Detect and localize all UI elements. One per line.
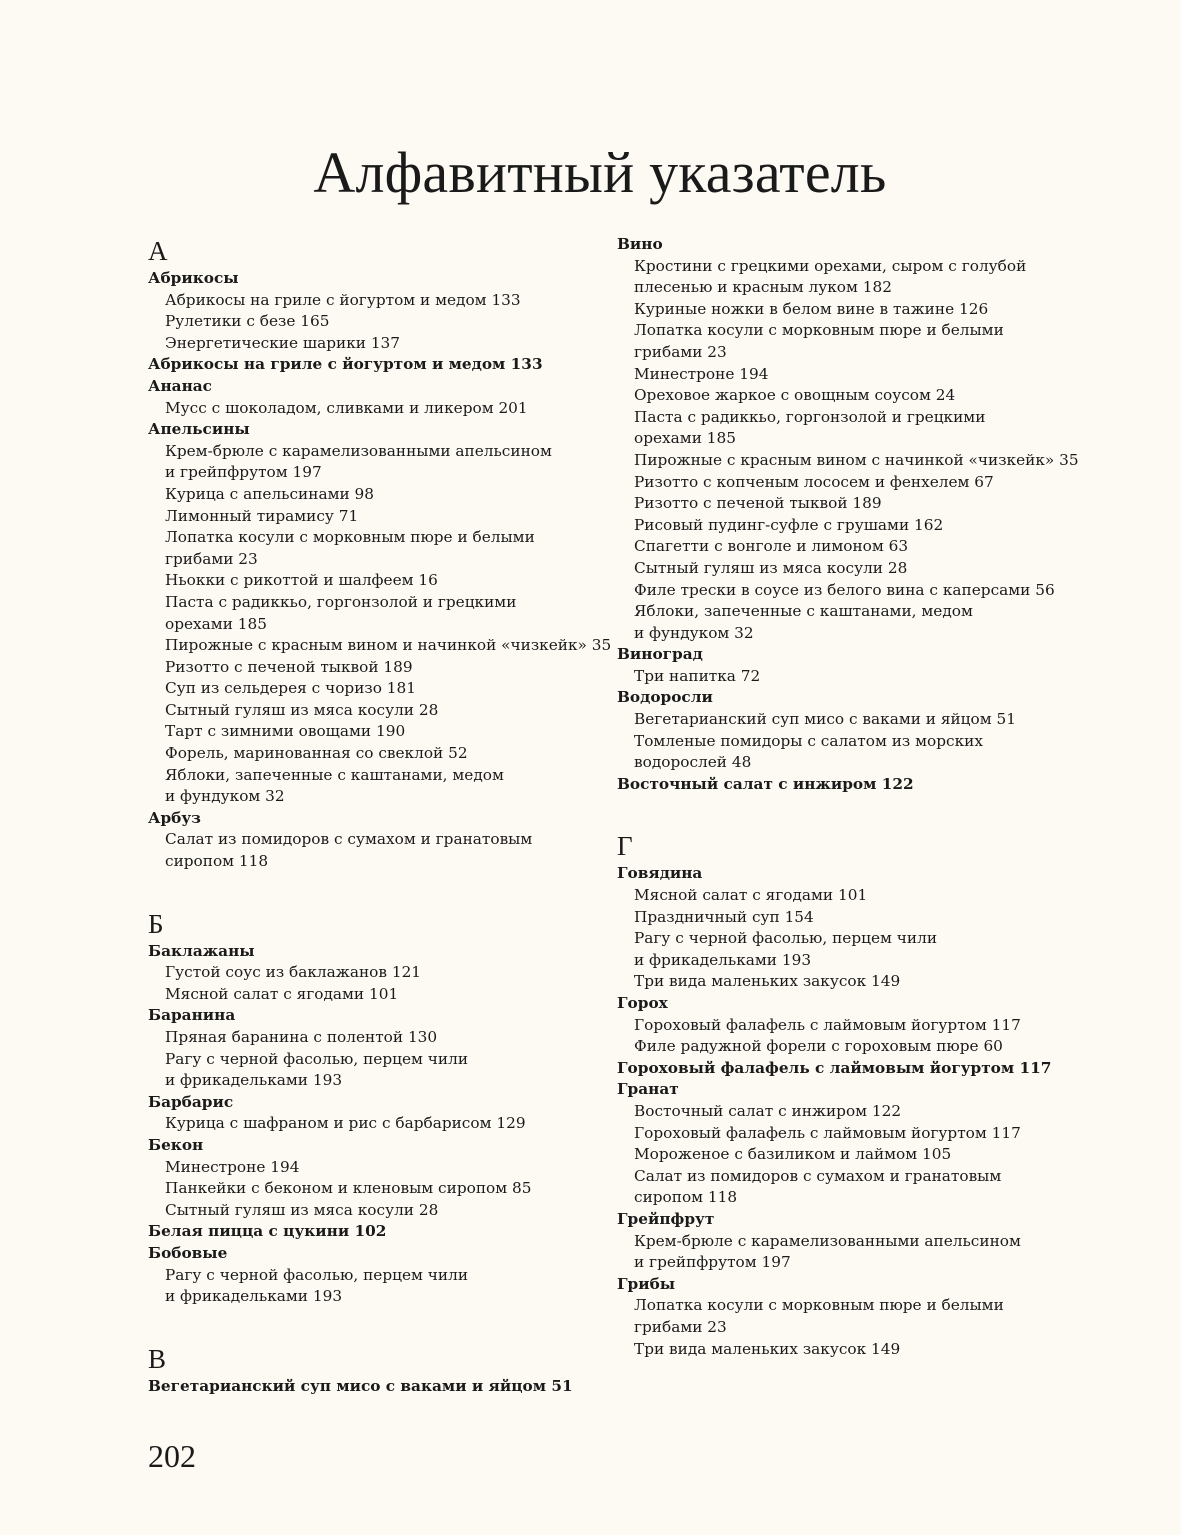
index-subentry: Три вида маленьких закусок 149 [634, 972, 901, 991]
index-subentry: Пирожные с красным вином с начинкой «чизкейк» 35 [634, 450, 1079, 469]
index-subentry: Вегетарианский суп мисо с ваками и яйцом 51 [634, 710, 1016, 729]
index-subentry: Паста с радиккьо, горгонзолой и грецкими [165, 592, 517, 611]
index-subentry: грибами 23 [634, 1317, 727, 1336]
index-subentry: Филе радужной форели с гороховым пюре 60 [634, 1037, 1003, 1056]
index-subentry: орехами 185 [165, 614, 267, 633]
index-section-letter: Б [148, 908, 164, 939]
index-subentry: Рагу с черной фасолью, перцем чили [165, 1265, 469, 1284]
index-subentry: и грейпфрутом 197 [165, 463, 322, 482]
index-subentry: Три вида маленьких закусок 149 [634, 1339, 901, 1358]
index-subentry: Тарт с зимними овощами 190 [165, 722, 406, 741]
index-subentry: Ореховое жаркое с овощным соусом 24 [634, 386, 956, 405]
page-title: Алфавитный указатель [313, 139, 887, 205]
index-subentry: и фрикадельками 193 [165, 1071, 343, 1090]
index-subentry: Мясной салат с ягодами 101 [634, 886, 868, 905]
index-subentry: Лопатка косули с морковным пюре и белыми [634, 321, 1004, 340]
index-subentry: Куриные ножки в белом вине в тажине 126 [634, 299, 989, 318]
index-subentry: Густой соус из баклажанов 121 [165, 963, 422, 982]
page-number: 202 [148, 1438, 196, 1474]
index-subentry: плесенью и красным луком 182 [634, 278, 892, 297]
index-subentry: Ризотто с копченым лососем и фенхелем 67 [634, 472, 994, 491]
index-subentry: Лимонный тирамису 71 [165, 506, 359, 525]
index-subentry: Минестроне 194 [634, 364, 769, 383]
index-heading: Горох [617, 994, 668, 1012]
index-heading: Грибы [617, 1274, 676, 1293]
index-heading: Барбарис [148, 1092, 234, 1111]
index-subentry: Крем-брюле с карамелизованными апельсином [634, 1231, 1021, 1250]
index-subentry: Яблоки, запеченные с каштанами, медом [634, 602, 973, 621]
index-column-left [148, 234, 612, 1397]
index-subentry: Спагетти с вонголе и лимоном 63 [634, 537, 909, 556]
index-heading: Говядина [617, 864, 703, 883]
index-subentry: Сытный гуляш из мяса косули 28 [165, 1200, 439, 1219]
index-subentry: Мясной салат с ягодами 101 [165, 984, 399, 1003]
index-subentry: Гороховый фалафель с лаймовым йогуртом 117 [634, 1015, 1021, 1034]
index-subentry: Три напитка 72 [634, 666, 761, 685]
index-subentry: Абрикосы на гриле с йогуртом и медом 133 [165, 290, 521, 309]
index-subentry: Ризотто с печеной тыквой 189 [165, 657, 413, 676]
index-subentry: Мороженое с базиликом и лаймом 105 [634, 1145, 952, 1164]
index-subentry: Мусс с шоколадом, сливками и ликером 201 [165, 398, 528, 417]
index-heading: Водоросли [617, 688, 713, 707]
index-subentry: Пряная баранина с полентой 130 [165, 1028, 438, 1046]
index-subentry: Гороховый фалафель с лаймовым йогуртом 117 [634, 1123, 1021, 1142]
index-subentry: Томленые помидоры с салатом из морских [634, 731, 983, 750]
index-subentry: Рагу с черной фасолью, перцем чили [165, 1049, 469, 1068]
index-subentry: Курица с апельсинами 98 [165, 484, 374, 503]
index-heading: Баранина [148, 1006, 236, 1025]
index-subentry: и грейпфрутом 197 [634, 1253, 791, 1272]
index-subentry: сиропом 118 [634, 1188, 738, 1207]
index-heading: Восточный салат с инжиром 122 [617, 774, 914, 793]
index-section-letter: В [148, 1343, 167, 1374]
index-subentry: Рагу с черной фасолью, перцем чили [634, 929, 938, 948]
index-column-right [617, 234, 1079, 1360]
index-heading: Бобовые [148, 1243, 228, 1262]
index-subentry: грибами 23 [634, 342, 727, 361]
section-spacer [617, 795, 1057, 829]
index-subentry: и фундуком 32 [634, 623, 754, 642]
index-subentry: Рисовый пудинг-суфле с грушами 162 [634, 515, 944, 534]
index-subentry: водорослей 48 [634, 753, 752, 772]
index-subentry: Курица с шафраном и рис с барбарисом 129 [165, 1114, 526, 1133]
index-subentry: Пирожные с красным вином и начинкой «чизкейк» 35 [165, 636, 612, 655]
index-subentry: Минестроне 194 [165, 1157, 300, 1176]
index-subentry: Рулетики с безе 165 [165, 312, 330, 331]
section-spacer [148, 1308, 588, 1342]
index-heading: Гранат [617, 1080, 679, 1099]
index-heading: Абрикосы [148, 269, 239, 287]
index-subentry: Ньокки с рикоттой и шалфеем 16 [165, 571, 438, 590]
index-heading: Баклажаны [148, 941, 255, 960]
index-subentry: Лопатка косули с морковным пюре и белыми [165, 528, 535, 547]
index-subentry: Ризотто с печеной тыквой 189 [634, 494, 882, 513]
index-subentry: Суп из сельдерея с чоризо 181 [165, 679, 417, 698]
index-subentry: Праздничный суп 154 [634, 907, 814, 926]
section-spacer [148, 873, 588, 907]
index-subentry: орехами 185 [634, 429, 736, 448]
index-heading: Гороховый фалафель с лаймовым йогуртом 117 [617, 1058, 1052, 1077]
index-subentry: Яблоки, запеченные с каштанами, медом [165, 765, 504, 784]
index-heading: Виноград [617, 645, 703, 664]
index-heading: Белая пицца с цукини 102 [148, 1222, 387, 1241]
index-section-letter: А [148, 236, 168, 266]
index-subentry: Энергетические шарики 137 [165, 333, 401, 352]
index-subentry: Крем-брюле с карамелизованными апельсином [165, 441, 552, 460]
index-subentry: Форель, маринованная со свеклой 52 [165, 744, 468, 763]
index-subentry: Сытный гуляш из мяса косули 28 [165, 700, 439, 719]
index-subentry: Панкейки с беконом и кленовым сиропом 85 [165, 1179, 532, 1198]
index-subentry: и фрикадельками 193 [165, 1287, 343, 1306]
index-heading: Ананас [148, 376, 212, 395]
index-heading: Арбуз [148, 808, 201, 827]
index-subentry: Салат из помидоров с сумахом и гранатовым [165, 830, 533, 849]
index-subentry: и фундуком 32 [165, 787, 285, 806]
index-subentry: Восточный салат с инжиром 122 [634, 1101, 902, 1120]
index-subentry: Салат из помидоров с сумахом и гранатовым [634, 1166, 1002, 1185]
index-subentry: Лопатка косули с морковным пюре и белыми [634, 1296, 1004, 1315]
index-section-letter: Г [617, 831, 633, 862]
index-subentry: сиропом 118 [165, 852, 269, 871]
index-subentry: Паста с радиккьо, горгонзолой и грецкими [634, 407, 986, 426]
index-heading: Вино [617, 235, 663, 253]
index-subentry: Сытный гуляш из мяса косули 28 [634, 558, 908, 577]
index-heading: Абрикосы на гриле с йогуртом и медом 133 [148, 355, 543, 374]
index-subentry: Кростини с грецкими орехами, сыром с голубой [634, 256, 1027, 275]
index-heading: Грейпфрут [617, 1209, 715, 1228]
index-subentry: Филе трески в соусе из белого вина с каперсами 56 [634, 580, 1055, 599]
index-heading: Бекон [148, 1135, 204, 1154]
index-heading: Апельсины [148, 420, 250, 439]
index-subentry: грибами 23 [165, 549, 258, 568]
index-heading: Вегетарианский суп мисо с ваками и яйцом 51 [148, 1376, 573, 1395]
index-subentry: и фрикадельками 193 [634, 950, 812, 969]
